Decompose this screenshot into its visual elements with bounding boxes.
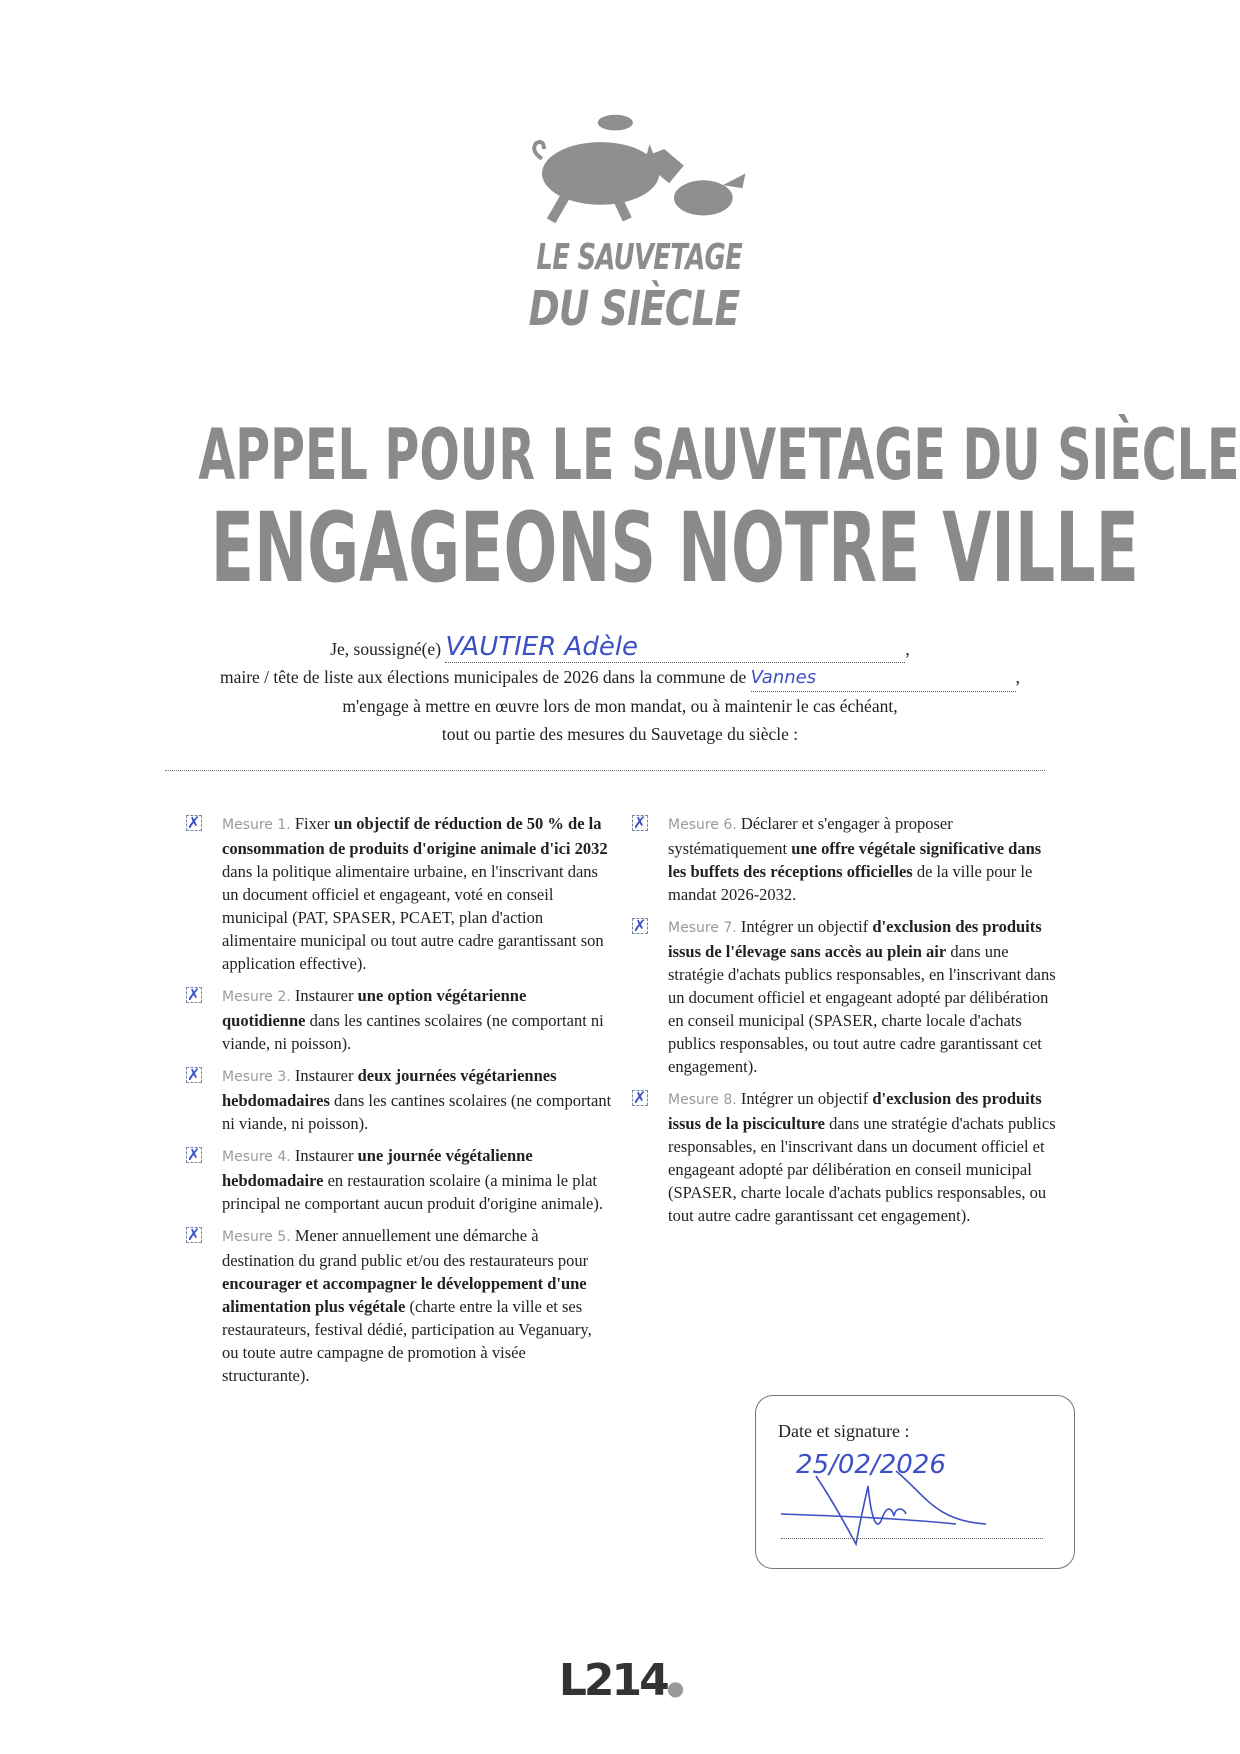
title-line1: APPEL POUR LE SAUVETAGE DU SIÈCLE xyxy=(198,414,1240,496)
measure-highlight: un objectif de réduction de 50 % de la consommation de produits d'origine animale d'ici 2032 xyxy=(222,814,608,858)
intro-line2-prefix: maire / tête de liste aux élections municipales de 2026 dans la commune de xyxy=(219,667,747,687)
logo-dot-icon: ● xyxy=(666,1676,682,1700)
intro-line1-prefix: Je, soussigné(e) xyxy=(330,639,442,659)
measure-label: Mesure 4. xyxy=(222,1149,291,1165)
measure-text: Instaurer xyxy=(294,1066,358,1085)
measure-highlight: d'exclusion des produits issus de la pisciculture xyxy=(668,1089,1042,1133)
signature-label: Date et signature : xyxy=(778,1421,910,1441)
commune-handwritten: Vannes xyxy=(750,667,817,688)
pledge-intro xyxy=(0,634,1240,748)
measure-text: dans une stratégie d'achats publics responsables, en l'inscrivant dans un document officiel et engageant adopté par délibération en conseil municipal (SPASER, charte locale d'achats publics responsables, ou tout autre cadre garantissant cet engagement). xyxy=(668,942,1056,1076)
measure-highlight: d'exclusion des produits issus de l'élevage sans accès au plein air xyxy=(668,917,1042,961)
measure-label: Mesure 8. xyxy=(668,1092,737,1108)
measure-highlight: une option végétarienne quotidienne xyxy=(222,986,527,1030)
measure-checkbox[interactable] xyxy=(186,815,202,831)
measure-text: Intégrer un objectif xyxy=(740,917,873,936)
measure-text: Mener annuellement une démarche à destination du grand public et/ou des restaurateurs pour xyxy=(222,1226,589,1270)
measure-text: Instaurer xyxy=(294,986,358,1005)
intro-line3: m'engage à mettre en œuvre lors de mon mandat, ou à maintenir le cas échéant, xyxy=(342,696,898,716)
measure-checkbox[interactable] xyxy=(632,1090,648,1106)
measure-checkbox[interactable] xyxy=(632,918,648,934)
measure-text: Fixer xyxy=(294,814,334,833)
measure-highlight: deux journées végétariennes hebdomadaires xyxy=(222,1066,557,1110)
measure-text: dans les cantines scolaires (ne comportant ni viande, ni poisson). xyxy=(222,1091,612,1133)
measures-left-column xyxy=(222,812,612,1396)
name-field[interactable] xyxy=(445,634,905,663)
measure-text: dans une stratégie d'achats publics responsables, en l'inscrivant dans un document officiel et engageant adopté par délibération en conseil municipal (SPASER, charte locale d'achats publics responsables, ou tout autre cadre garantissant cet engagement). xyxy=(668,1114,1056,1225)
measure-label: Mesure 1. xyxy=(222,817,291,833)
measure-text: Instaurer xyxy=(294,1146,358,1165)
measure-label: Mesure 6. xyxy=(668,817,737,833)
signature-date-handwritten: 25/02/2026 xyxy=(796,1450,946,1480)
measure-label: Mesure 7. xyxy=(668,920,737,936)
separator-line xyxy=(165,770,1045,771)
measure-6 xyxy=(668,812,1058,906)
logo-text-line2: DU SIÈCLE xyxy=(528,281,740,337)
commune-field[interactable] xyxy=(751,664,1016,692)
measure-text: (charte entre la ville et ses restaurateurs, festival dédié, participation au Veganuary, ou toute autre campagne de promotion à visée structurante). xyxy=(222,1297,592,1385)
measure-text: en restauration scolaire (a minima le plat principal ne comportant aucun produit d'origine animale). xyxy=(222,1171,603,1213)
logo-le-sauvetage-du-siecle xyxy=(500,105,760,345)
signature-box[interactable] xyxy=(755,1395,1075,1569)
logo-text-line1: LE SAUVETAGE xyxy=(536,237,743,278)
measure-7 xyxy=(668,915,1058,1078)
measure-checkbox[interactable] xyxy=(186,1147,202,1163)
intro-line4: tout ou partie des mesures du Sauvetage du siècle : xyxy=(441,724,799,744)
measure-4 xyxy=(222,1144,612,1215)
measure-highlight: une journée végétalienne hebdomadaire xyxy=(222,1146,533,1190)
measure-checkbox[interactable] xyxy=(632,815,648,831)
measure-label: Mesure 5. xyxy=(222,1229,291,1245)
measure-3 xyxy=(222,1064,612,1135)
title-line2: ENGAGEONS NOTRE VILLE xyxy=(210,492,1139,604)
animals-illustration-icon xyxy=(500,105,760,237)
measure-text: dans la politique alimentaire urbaine, en l'inscrivant dans un document officiel et engageant, voté en conseil municipal (PAT, SPASER, PCAET, plan d'action alimentaire municipal ou tout autre cadre garantissant son application effective). xyxy=(222,862,604,973)
name-handwritten: VAUTIER Adèle xyxy=(445,632,639,662)
measure-text: de la ville pour le mandat 2026-2032. xyxy=(668,862,1033,904)
intro-line2: maire / tête de liste aux élections municipales de 2026 dans la commune de Vannes , xyxy=(0,663,1240,692)
measure-checkbox[interactable] xyxy=(186,987,202,1003)
measure-5 xyxy=(222,1224,612,1387)
measure-text: Intégrer un objectif xyxy=(740,1089,873,1108)
measure-2 xyxy=(222,984,612,1055)
measures-right-column xyxy=(668,812,1058,1236)
measure-checkbox[interactable] xyxy=(186,1067,202,1083)
measure-text: Déclarer et s'engager à proposer systématiquement xyxy=(668,814,953,858)
intro-line1: Je, soussigné(e) VAUTIER Adèle , xyxy=(330,632,910,662)
measure-label: Mesure 2. xyxy=(222,989,291,1005)
measure-1 xyxy=(222,812,612,975)
measure-label: Mesure 3. xyxy=(222,1069,291,1085)
l214-logo xyxy=(0,1655,1240,1706)
measure-text: dans les cantines scolaires (ne comportant ni viande, ni poisson). xyxy=(222,1011,604,1053)
measure-highlight: une offre végétale significative dans les buffets des réceptions officielles xyxy=(668,839,1042,881)
handwritten-signature-icon xyxy=(776,1466,1036,1556)
signature-line xyxy=(781,1538,1043,1539)
measure-highlight: encourager et accompagner le développement d'une alimentation plus végétale xyxy=(222,1274,587,1316)
measure-checkbox[interactable] xyxy=(186,1227,202,1243)
l214-brand: L214 xyxy=(558,1655,667,1706)
measure-8 xyxy=(668,1087,1058,1227)
